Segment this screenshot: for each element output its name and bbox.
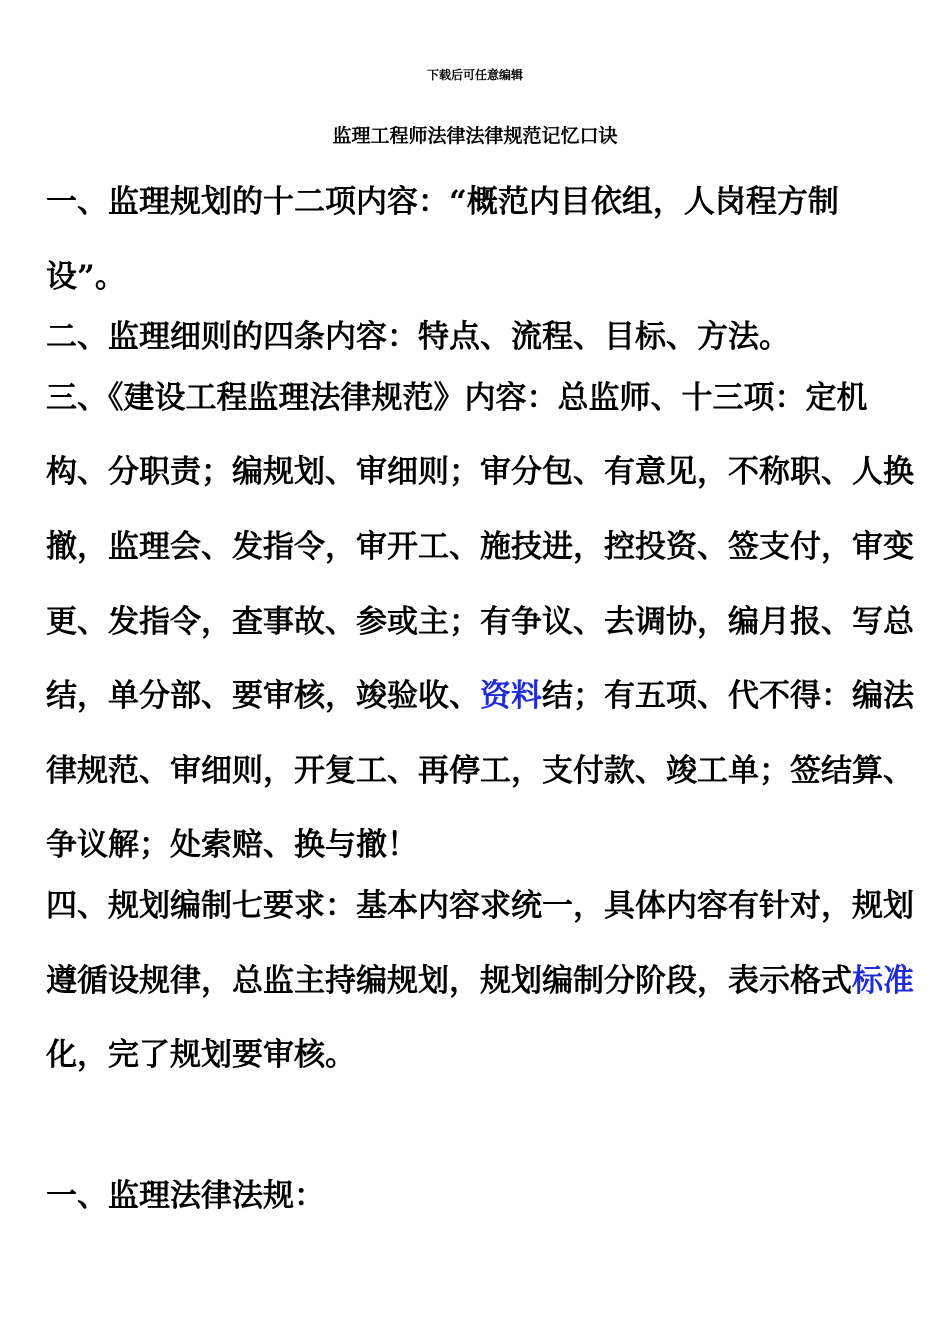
paragraph-3: [46, 361, 916, 883]
section-heading: 一、监理法律法规：: [46, 1178, 325, 1214]
page-header: 下载后可任意编辑: [426, 68, 523, 82]
paragraph-1: 一、监理规划的十二项内容：“概范内目依组，人岗程方制设”。: [46, 184, 839, 295]
document-title: 监理工程师法律法律规范记忆口诀: [332, 125, 618, 147]
paragraph-2: 二、监理细则的四条内容：特点、流程、目标、方法。: [46, 319, 790, 356]
paragraph-3-link[interactable]: 资料: [480, 678, 542, 715]
paragraph-4-text-b: 化，完了规划要审核。: [46, 1037, 356, 1074]
paragraph-4-link[interactable]: 标准: [852, 962, 914, 999]
paragraph-4: [46, 869, 916, 1093]
document-body: [46, 165, 916, 1093]
paragraph-3-text-a: 三、《建设工程监理法律规范》内容：总监师、十三项：定机构、分职责；编规划、审细则；审分包、有意见，不称职、人换撤，监理会、发指令，审开工、施技进，控投资、签支付，审变更、发指令，查事故、参或主；有争议、去调协，编月报、写总结，单分部、要审核，竣验收、: [46, 379, 914, 715]
paragraph-4-text-a: 四、规划编制七要求：基本内容求统一，具体内容有针对，规划遵循设规律，总监主持编规划，规划编制分阶段，表示格式: [46, 887, 914, 999]
paragraph-3-text-b: 结；有五项、代不得：编法律规范、审细则，开复工、再停工，支付款、竣工单；签结算、争议解；处索赔、换与撤！: [46, 678, 914, 864]
